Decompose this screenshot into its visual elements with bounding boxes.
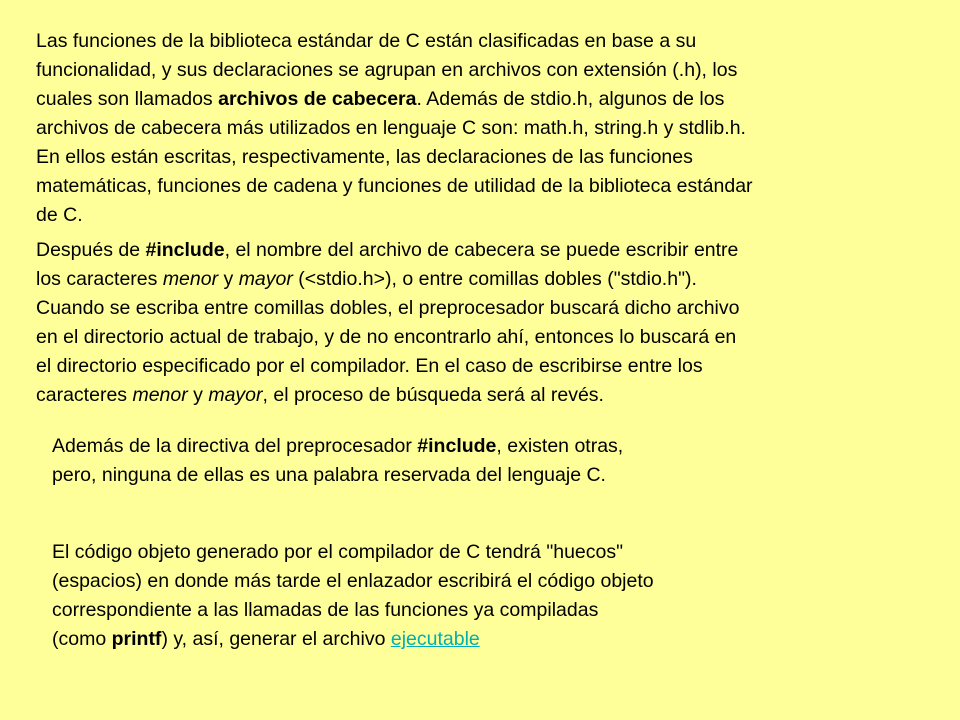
text-line: correspondiente a las llamadas de las funciones ya compiladas [52, 599, 599, 621]
text-run: caracteres [36, 384, 133, 406]
italic-mayor: mayor [208, 384, 263, 406]
italic-menor: menor [132, 384, 188, 406]
bold-term-header-files: archivos de cabecera [218, 88, 417, 110]
bold-include: #include [145, 239, 225, 261]
text-run: cuales son llamados [36, 88, 219, 110]
text-run: ) y, así, generar el archivo [161, 628, 391, 650]
text-run: (<stdio.h>), o entre comillas dobles ("stdio.h"). [292, 268, 697, 290]
text-line: el directorio especificado por el compilador. En el caso de escribirse entre los [36, 355, 703, 377]
text-run: , el proceso de búsqueda será al revés. [262, 384, 604, 406]
text-run: y [218, 268, 239, 290]
text-line: archivos de cabecera más utilizados en lenguaje C son: math.h, string.h y stdlib.h. [36, 117, 746, 139]
text-run: Después de [36, 239, 146, 261]
text-line: Cuando se escriba entre comillas dobles, el preprocesador buscará dicho archivo [36, 297, 740, 319]
text-line [52, 432, 932, 461]
paragraph-object-code [52, 538, 932, 654]
text-line [52, 625, 932, 654]
text-line: matemáticas, funciones de cadena y funciones de utilidad de la biblioteca estándar [36, 175, 753, 197]
text-line: funcionalidad, y sus declaraciones se agrupan en archivos con extensión (.h), los [36, 59, 738, 81]
text-line [36, 85, 926, 114]
text-line: de C. [36, 204, 83, 226]
text-line: Las funciones de la biblioteca estándar de C están clasificadas en base a su [36, 30, 697, 52]
paragraph-include-syntax [36, 236, 926, 410]
text-run: , el nombre del archivo de cabecera se puede escribir entre [224, 239, 739, 261]
text-line: (espacios) en donde más tarde el enlazador escribirá el código objeto [52, 570, 654, 592]
text-run: . Además de stdio.h, algunos de los [416, 88, 725, 110]
text-line: pero, ninguna de ellas es una palabra reservada del lenguaje C. [52, 464, 606, 486]
bold-printf: printf [111, 628, 162, 650]
italic-mayor: mayor [238, 268, 293, 290]
ejecutable-link[interactable]: ejecutable [390, 628, 480, 650]
text-line [36, 236, 926, 265]
text-line [36, 265, 926, 294]
text-line: en el directorio actual de trabajo, y de no encontrarlo ahí, entonces lo buscará en [36, 326, 737, 348]
italic-menor: menor [162, 268, 219, 290]
text-run: , existen otras, [496, 435, 624, 457]
text-run: los caracteres [36, 268, 163, 290]
paragraph-standard-library [36, 27, 926, 230]
paragraph-other-directives [52, 432, 932, 490]
text-line: El código objeto generado por el compilador de C tendrá "huecos" [52, 541, 624, 563]
text-run: Además de la directiva del preprocesador [52, 435, 418, 457]
bold-include: #include [417, 435, 497, 457]
text-line [36, 381, 926, 410]
text-line: En ellos están escritas, respectivamente, las declaraciones de las funciones [36, 146, 693, 168]
text-run: y [187, 384, 209, 406]
text-run: (como [52, 628, 112, 650]
